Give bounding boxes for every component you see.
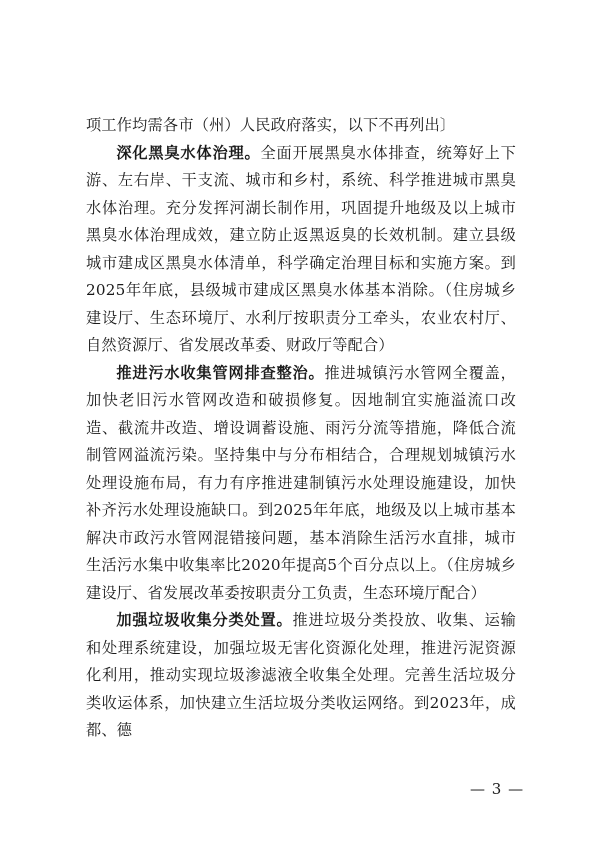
paragraph-continuation xyxy=(86,112,516,140)
paragraph-heading: 推进污水收集管网排查整治。 xyxy=(116,363,325,382)
page-number: — 3 — xyxy=(470,780,525,798)
paragraph-body: 全面开展黑臭水体排查，统筹好上下游、左右岸、干支流、城市和乡村，系统、科学推进城市黑臭水体治理。充分发挥河湖长制作用，巩固提升地级及以上城市黑臭水体治理成效，建立防止返黑返臭的长效机制。建立县级城市建成区黑臭水体清单，科学确定治理目标和实施方案。到2025年年底，县级城市建成区黑臭水体基本消除。（住房城乡建设厅、生态环境厅、水利厅按职责分工牵头，农业农村厅、自然资源厅、省发展改革委、财政厅等配合） xyxy=(86,143,516,354)
paragraph-body: 推进垃圾分类投放、收集、运输和处理系统建设，加强垃圾无害化资源化处理，推进污泥资源化利用，推动实现垃圾渗滤液全收集全处理。完善生活垃圾分类收运体系，加快建立生活垃圾分类收运网络。到2023年，成都、德 xyxy=(86,611,516,739)
paragraph-black-odorous-water xyxy=(86,140,516,360)
paragraph-heading: 加强垃圾收集分类处置。 xyxy=(116,611,293,629)
paragraph-body: 推进城镇污水管网全覆盖，加快老旧污水管网改造和破损修复。因地制宜实施溢流口改造、截流井改造、增设调蓄设施、雨污分流等措施，降低合流制管网溢流污染。坚持集中与分布相结合，合理规划城镇污水处理设施布局，有力有序推进建制镇污水处理设施建设，加快补齐污水处理设施缺口。到2025年年底，地级及以上城市基本解决市政污水管网混错接问题，基本消除生活污水直排，城市生活污水集中收集率比2020年提高5个百分点以上。（住房城乡建设厅、省发展改革委按职责分工负责，生态环境厅配合） xyxy=(86,363,516,602)
paragraph-body: 项工作均需各市（州）人民政府落实，以下不再列出〕 xyxy=(86,116,456,134)
paragraph-heading: 深化黑臭水体治理。 xyxy=(116,143,261,162)
paragraph-sewage-pipe-network xyxy=(86,360,516,608)
body-text xyxy=(86,112,516,745)
paragraph-garbage-classification xyxy=(86,607,516,745)
